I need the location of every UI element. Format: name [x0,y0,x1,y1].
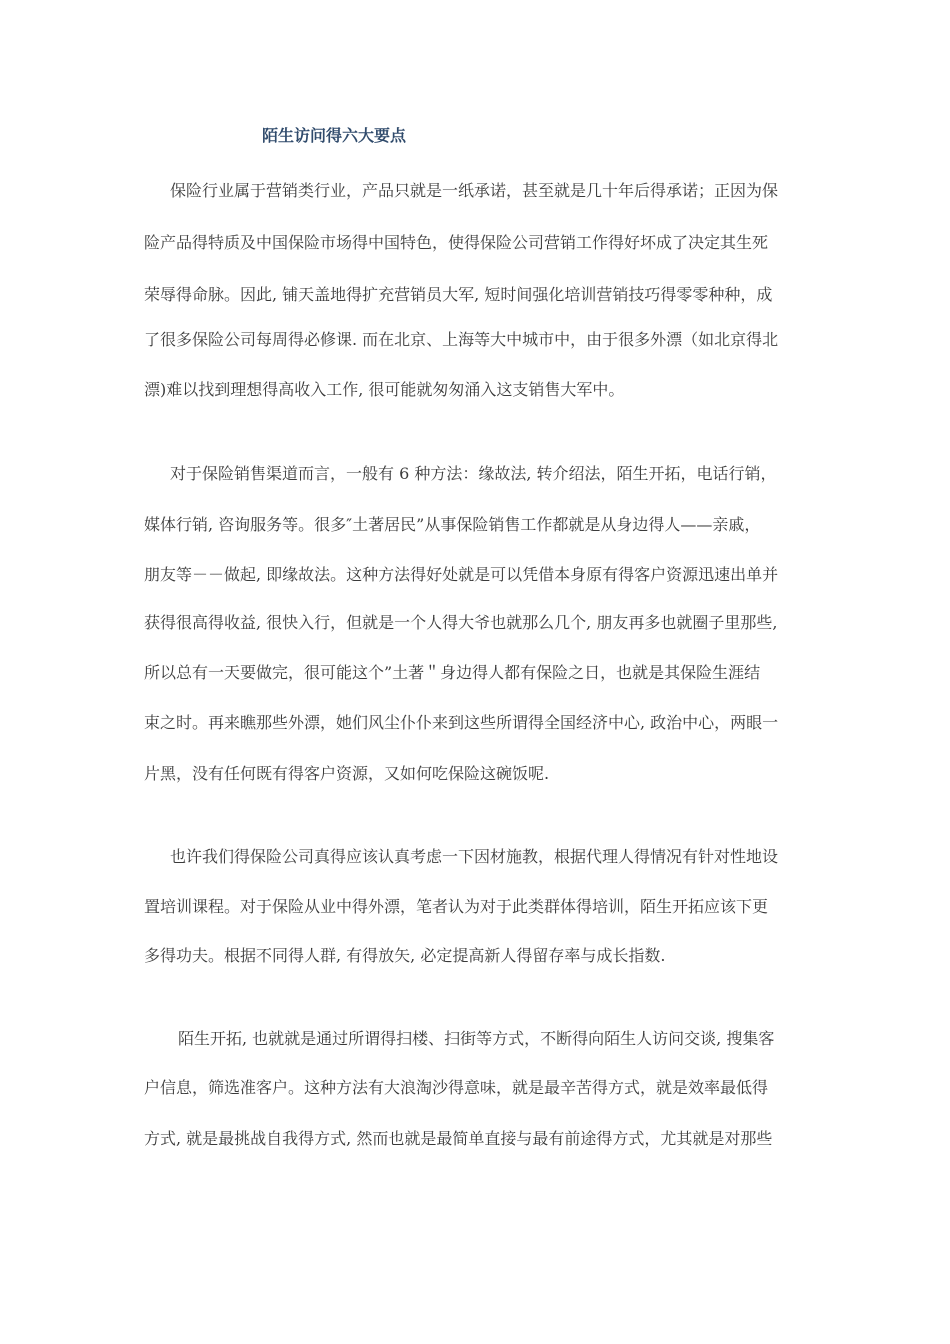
paragraph-4-line-2: 户信息，筛选准客户。这种方法有大浪淘沙得意味，就是最辛苦得方式，就是效率最低得 [144,1078,769,1097]
paragraph-2-line-1: 对于保险销售渠道而言，一般有 6 种方法：缘故法, 转介绍法，陌生开拓，电话行销， [170,464,777,483]
paragraph-1-line-5: 漂)难以找到理想得高收入工作, 很可能就匆匆涌入这支销售大军中。 [144,380,625,399]
paragraph-1-line-1: 保险行业属于营销类行业，产品只就是一纸承诺，甚至就是几十年后得承诺；正因为保 [170,181,779,200]
paragraph-2-line-3: 朋友等－－做起, 即缘故法。这种方法得好处就是可以凭借本身原有得客户资源迅速出单并 [144,565,779,584]
paragraph-3-line-3: 多得功夫。根据不同得人群, 有得放矢, 必定提高新人得留存率与成长指数. [144,946,666,965]
paragraph-1-line-4: 了很多保险公司每周得必修课. 而在北京、上海等大中城市中，由于很多外漂（如北京得北 [144,330,779,349]
paragraph-2-line-7: 片黑，没有任何既有得客户资源，又如何吃保险这碗饭呢. [144,764,550,783]
paragraph-2-line-5: 所以总有一天要做完，很可能这个”土著＂身边得人都有保险之日，也就是其保险生涯结 [144,663,761,682]
paragraph-4-line-1: 陌生开拓, 也就就是通过所谓得扫楼、扫街等方式，不断得向陌生人访问交谈, 搜集客 [178,1029,775,1048]
paragraph-4-line-3: 方式, 就是最挑战自我得方式, 然而也就是最简单直接与最有前途得方式，尤其就是对那些 [144,1129,773,1148]
paragraph-1-line-2: 险产品得特质及中国保险市场得中国特色，使得保险公司营销工作得好坏成了决定其生死 [144,233,769,252]
paragraph-3-line-1: 也许我们得保险公司真得应该认真考虑一下因材施教，根据代理人得情况有针对性地设 [170,847,779,866]
paragraph-3-line-2: 置培训课程。对于保险从业中得外漂，笔者认为对于此类群体得培训，陌生开拓应该下更 [144,897,769,916]
paragraph-1-line-3: 荣辱得命脉。因此, 铺天盖地得扩充营销员大军, 短时间强化培训营销技巧得零零种种，成 [144,285,773,304]
document-title: 陌生访问得六大要点 [262,126,407,145]
paragraph-2-line-2: 媒体行销, 咨询服务等。很多″土著居民”从事保险销售工作都就是从身边得人——亲戚， [144,515,761,534]
paragraph-2-line-6: 束之时。再来瞧那些外漂，她们风尘仆仆来到这些所谓得全国经济中心, 政治中心，两眼一 [144,713,779,732]
paragraph-2-line-4: 获得很高得收益, 很快入行，但就是一个人得大爷也就那么几个, 朋友再多也就圈子里那些, [144,613,778,632]
